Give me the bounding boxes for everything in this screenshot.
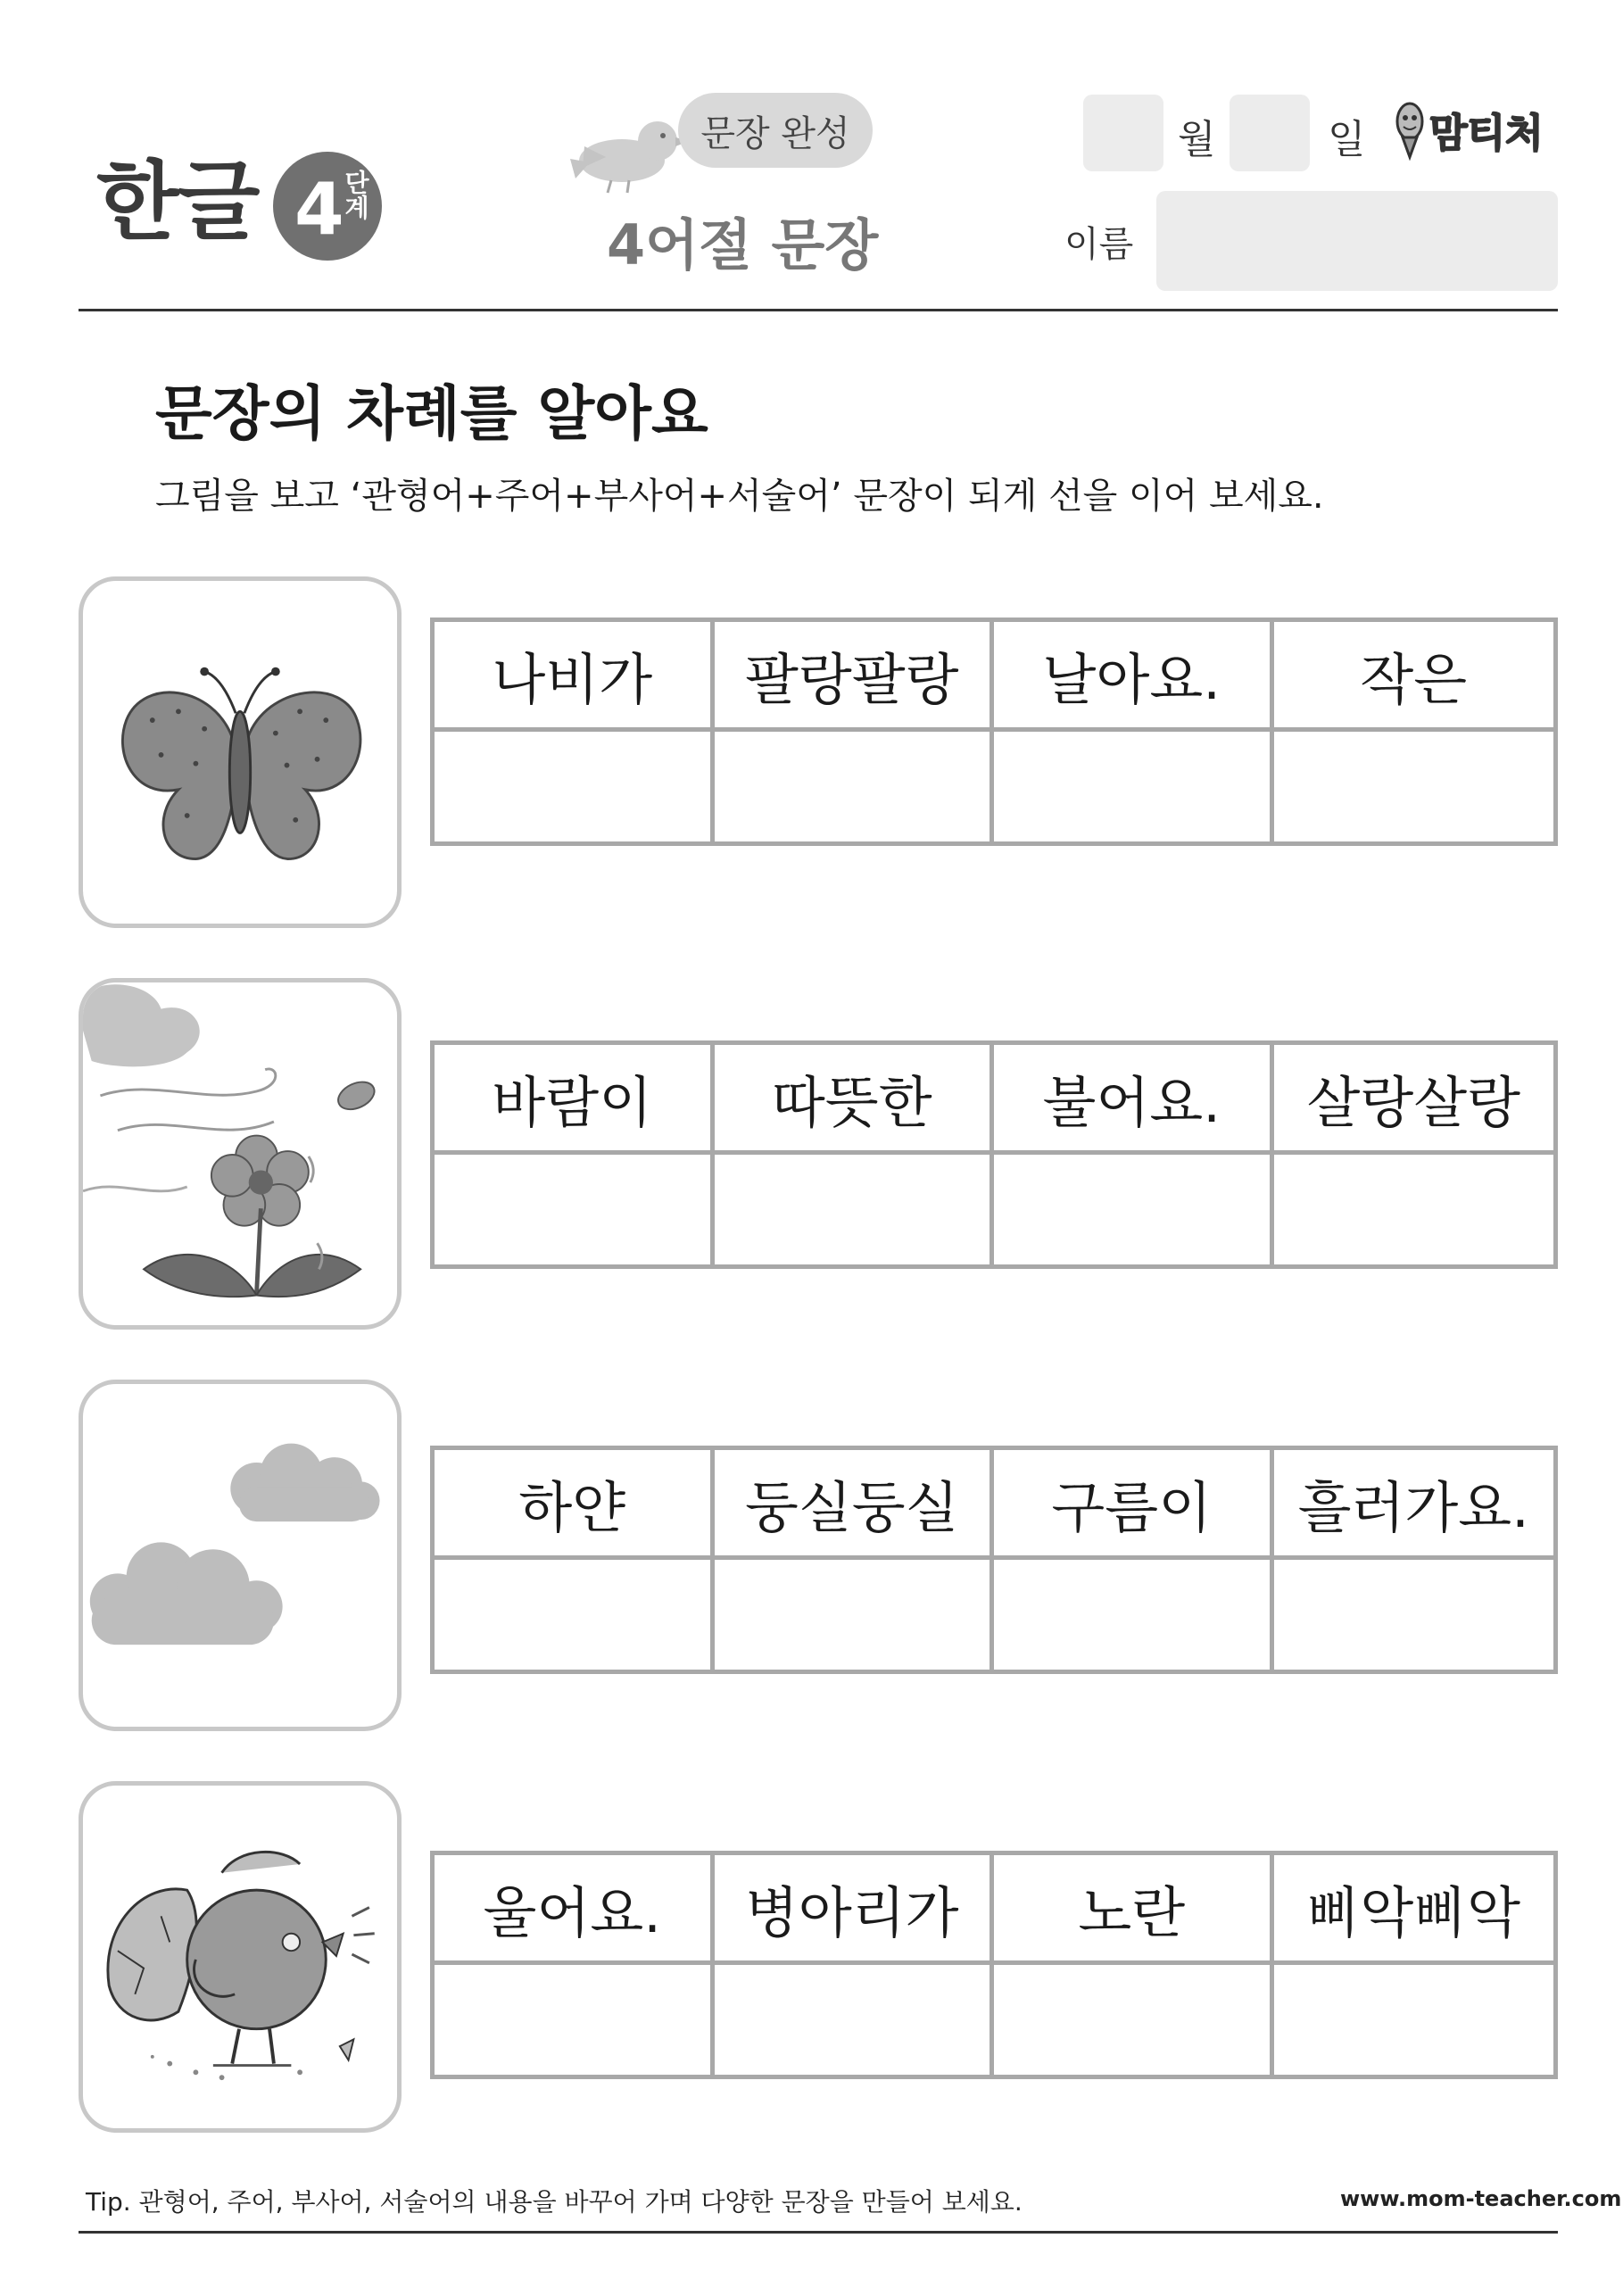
word-card[interactable]: 삐악삐악 <box>1274 1855 1554 1965</box>
answer-cell[interactable] <box>1274 732 1554 841</box>
word-card[interactable]: 둥실둥실 <box>715 1450 995 1560</box>
level-number: 4 <box>294 168 344 251</box>
brand-logo <box>1390 95 1560 162</box>
word-grid-3 <box>430 1446 1558 1674</box>
word-card[interactable]: 불어요. <box>994 1045 1274 1155</box>
word-card[interactable]: 날아요. <box>994 622 1274 732</box>
topic-pill: 문장 완성 <box>678 93 873 168</box>
name-label: 이름 <box>1064 224 1134 265</box>
answer-cell[interactable] <box>435 1965 715 2075</box>
answer-cell[interactable] <box>715 1560 995 1670</box>
answer-cell[interactable] <box>435 732 715 841</box>
wind-flower-picture <box>79 978 402 1330</box>
answer-cell[interactable] <box>715 1965 995 2075</box>
logo-text: 한글 <box>96 152 259 252</box>
answer-cell[interactable] <box>435 1155 715 1264</box>
tip-text: Tip. 관형어, 주어, 부사어, 서술어의 내용을 바꾸어 가며 다양한 문장을 만들어 보세요. <box>86 2187 1023 2217</box>
svg-text:맘티처: 맘티처 <box>1429 111 1544 156</box>
word-grid-2 <box>430 1040 1558 1269</box>
word-card[interactable]: 작은 <box>1274 622 1554 732</box>
page-subtitle: 4어절 문장 <box>607 212 879 278</box>
word-card[interactable]: 구름이 <box>994 1450 1274 1560</box>
instruction-text: 그림을 보고 ‘관형어+주어+부사어+서술어’ 문장이 되게 선을 이어 보세요. <box>155 476 1324 517</box>
day-field[interactable] <box>1230 95 1310 171</box>
answer-cell[interactable] <box>1274 1560 1554 1670</box>
word-card[interactable]: 따뜻한 <box>715 1045 995 1155</box>
answer-cell[interactable] <box>715 732 995 841</box>
word-card[interactable]: 나비가 <box>435 622 715 732</box>
word-card[interactable]: 병아리가 <box>715 1855 995 1965</box>
day-label: 일 <box>1328 117 1366 162</box>
word-card[interactable]: 살랑살랑 <box>1274 1045 1554 1155</box>
answer-cell[interactable] <box>994 1560 1274 1670</box>
word-grid-4 <box>430 1851 1558 2079</box>
level-word: 단계 <box>341 170 370 220</box>
header-divider <box>79 309 1558 311</box>
word-card[interactable]: 팔랑팔랑 <box>715 622 995 732</box>
answer-cell[interactable] <box>994 1155 1274 1264</box>
word-card[interactable]: 바람이 <box>435 1045 715 1155</box>
answer-cell[interactable] <box>715 1155 995 1264</box>
butterfly-picture <box>79 576 402 928</box>
chick-picture <box>79 1781 402 2133</box>
answer-cell[interactable] <box>435 1560 715 1670</box>
month-label: 월 <box>1178 117 1216 162</box>
word-card[interactable]: 하얀 <box>435 1450 715 1560</box>
word-card[interactable]: 흘러가요. <box>1274 1450 1554 1560</box>
word-grid-1 <box>430 618 1558 846</box>
bird-icon <box>567 105 691 195</box>
website-url: www.mom-teacher.com <box>1340 2186 1622 2211</box>
word-card[interactable]: 울어요. <box>435 1855 715 1965</box>
footer-divider <box>79 2231 1558 2234</box>
answer-cell[interactable] <box>994 1965 1274 2075</box>
month-field[interactable] <box>1083 95 1163 171</box>
answer-cell[interactable] <box>1274 1155 1554 1264</box>
section-title: 문장의 차례를 알아요 <box>155 379 708 448</box>
word-card[interactable]: 노란 <box>994 1855 1274 1965</box>
name-field[interactable] <box>1156 191 1558 291</box>
clouds-picture <box>79 1380 402 1731</box>
answer-cell[interactable] <box>994 732 1274 841</box>
answer-cell[interactable] <box>1274 1965 1554 2075</box>
